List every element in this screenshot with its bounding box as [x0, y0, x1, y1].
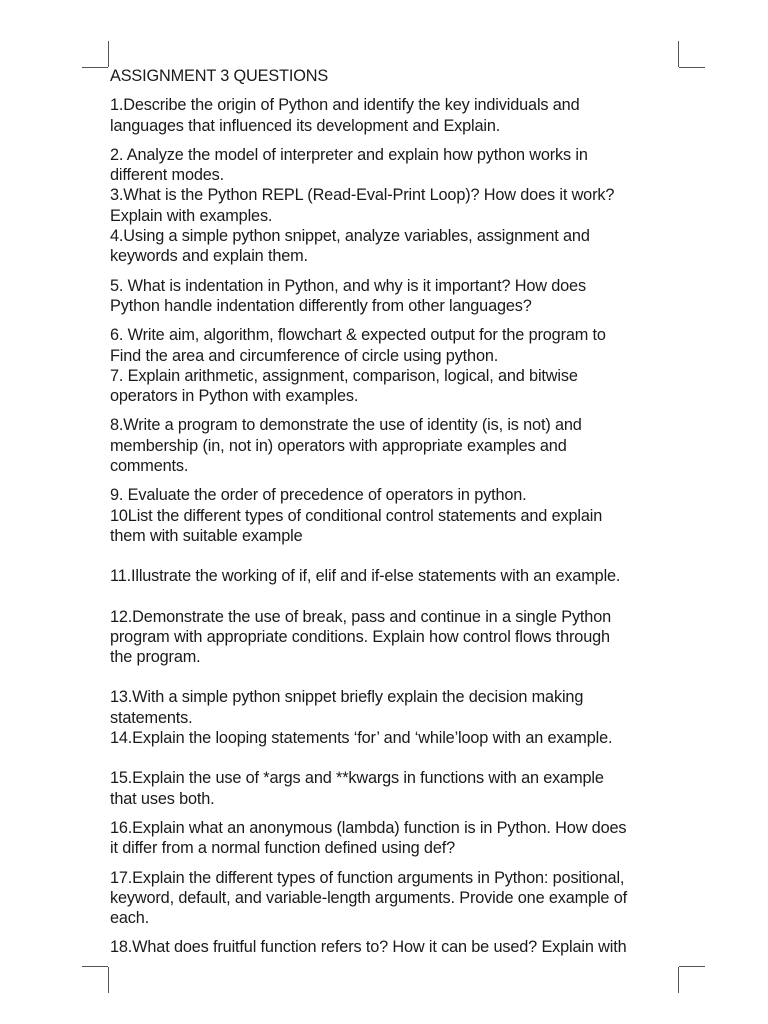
question-line: Find the area and circumference of circle using python.: [110, 346, 499, 365]
question-line: 6. Write aim, algorithm, flowchart & expected output for the program to: [110, 326, 606, 345]
question-line: Explain with examples.: [110, 206, 273, 225]
question-line: each.: [110, 909, 150, 928]
question-line: them with suitable example: [110, 526, 303, 545]
question-line: statements.: [110, 708, 193, 727]
question-line: 5. What is indentation in Python, and why is it important? How does: [110, 276, 586, 295]
crop-mark-top-right-vertical: [678, 41, 679, 67]
question-7: [110, 366, 680, 407]
crop-mark-bottom-left-vertical: [108, 967, 109, 993]
question-line: 17.Explain the different types of function arguments in Python: positional,: [110, 868, 625, 887]
question-11: [110, 566, 680, 586]
question-1: [110, 95, 680, 136]
question-line: 3.What is the Python REPL (Read-Eval-Print Loop)? How does it work?: [110, 186, 615, 205]
question-line: 12.Demonstrate the use of break, pass and continue in a single Python: [110, 607, 612, 626]
crop-mark-bottom-right-horizontal: [679, 966, 705, 967]
question-10: [110, 506, 680, 547]
question-line: 15.Explain the use of *args and **kwargs in functions with an example: [110, 769, 604, 788]
question-line: 8.Write a program to demonstrate the use of identity (is, is not) and: [110, 416, 582, 435]
question-line: 14.Explain the looping statements ‘for’ and ‘while’loop with an example.: [110, 729, 613, 748]
question-line: program with appropriate conditions. Explain how control flows through: [110, 627, 610, 646]
crop-mark-top-right-horizontal: [679, 67, 705, 68]
question-12: [110, 607, 680, 668]
question-line: that uses both.: [110, 789, 215, 808]
question-line: different modes.: [110, 166, 225, 185]
question-line: 13.With a simple python snippet briefly explain the decision making: [110, 688, 584, 707]
question-9: [110, 485, 680, 505]
question-line: 10List the different types of conditional control statements and explain: [110, 506, 603, 525]
question-2: [110, 145, 680, 186]
question-line: languages that influenced its development and Explain.: [110, 116, 501, 135]
question-line: 9. Evaluate the order of precedence of operators in python.: [110, 486, 527, 505]
question-line: membership (in, not in) operators with appropriate examples and: [110, 436, 567, 455]
crop-mark-top-left-vertical: [108, 41, 109, 67]
question-line: comments.: [110, 457, 189, 476]
question-line: keyword, default, and variable-length arguments. Provide one example of: [110, 888, 627, 907]
question-line: the program.: [110, 648, 201, 667]
question-line: Python handle indentation differently from other languages?: [110, 296, 532, 315]
question-8: [110, 415, 680, 476]
question-line: 16.Explain what an anonymous (lambda) function is in Python. How does: [110, 818, 627, 837]
document-page: [110, 66, 680, 958]
question-line: 2. Analyze the model of interpreter and explain how python works in: [110, 145, 588, 164]
question-line: it differ from a normal function defined using def?: [110, 839, 456, 858]
crop-mark-bottom-right-vertical: [678, 967, 679, 993]
question-line: 7. Explain arithmetic, assignment, comparison, logical, and bitwise: [110, 366, 578, 385]
question-15: [110, 768, 680, 809]
question-6: [110, 325, 680, 366]
question-line: 11.Illustrate the working of if, elif and if-else statements with an example.: [110, 567, 621, 586]
question-5: [110, 276, 680, 317]
question-line: operators in Python with examples.: [110, 387, 359, 406]
question-13: [110, 687, 680, 728]
question-line: 4.Using a simple python snippet, analyze variables, assignment and: [110, 227, 590, 246]
question-16: [110, 818, 680, 859]
question-17: [110, 868, 680, 929]
document-title: ASSIGNMENT 3 QUESTIONS: [110, 67, 329, 85]
crop-mark-top-left-horizontal: [82, 67, 108, 68]
question-line: 18.What does fruitful function refers to? How it can be used? Explain with: [110, 938, 627, 957]
question-18: [110, 937, 680, 957]
question-line: keywords and explain them.: [110, 247, 308, 266]
crop-mark-bottom-left-horizontal: [82, 966, 108, 967]
question-3: [110, 185, 680, 226]
question-4: [110, 226, 680, 267]
question-line: 1.Describe the origin of Python and identify the key individuals and: [110, 96, 580, 115]
question-14: [110, 728, 680, 748]
